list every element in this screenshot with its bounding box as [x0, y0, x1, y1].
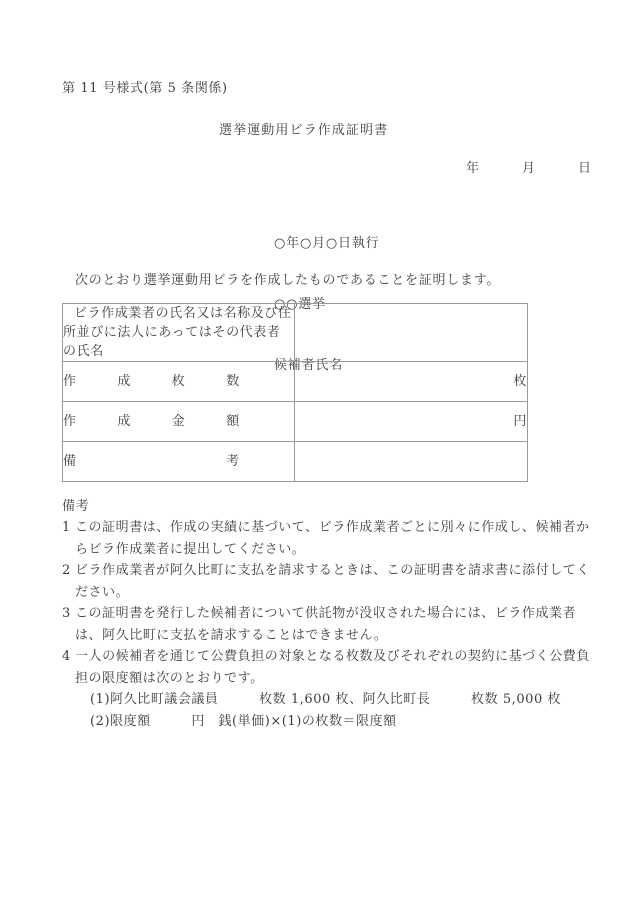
note-text: この証明書を発行した候補者について供託物が没収された場合には、ビラ作成業者は、阿久比町に支払を請求することはできません。	[75, 606, 577, 643]
table-cell-amount-value[interactable]: 円	[295, 402, 528, 442]
notes-heading: 備考	[62, 499, 90, 514]
certificate-table	[62, 303, 528, 482]
election-name: ○○選挙	[274, 297, 326, 312]
table-row	[63, 402, 528, 442]
table-row	[63, 362, 528, 402]
note-sub-item-2: (2)限度額 円 銭(単価)×(1)の枚数＝限度額	[90, 713, 397, 729]
page-title: 選挙運動用ビラ作成証明書	[219, 123, 389, 138]
note-number: 2	[62, 563, 71, 578]
table-cell-quantity-value[interactable]: 枚	[295, 362, 528, 402]
note-number: 4	[62, 649, 71, 664]
table-cell-producer-name-value[interactable]	[295, 304, 528, 362]
table-row	[63, 304, 528, 362]
table-cell-producer-name-label: ビラ作成業者の氏名又は名称及び住所並びに法人にあってはその代表者の氏名	[63, 304, 295, 362]
note-number: 3	[62, 606, 71, 621]
note-item	[62, 560, 602, 603]
candidate-name: 候補者氏名	[274, 358, 344, 373]
note-sub-item-1: (1)阿久比町議会議員 枚数 1,600 枚、阿久比町長 枚数 5,000 枚	[90, 692, 562, 707]
form-number: 第 11 号様式(第 5 条関係)	[62, 81, 228, 96]
note-item	[62, 517, 602, 560]
note-text: この証明書は、作成の実績に基づいて、ビラ作成業者ごとに別々に作成し、候補者からビラ作成業者に提出してください。	[75, 520, 590, 557]
notes-section	[62, 496, 602, 732]
note-item	[62, 603, 602, 646]
table-cell-remarks-label: 備 考	[63, 442, 295, 482]
note-number: 1	[62, 520, 71, 535]
table-cell-remarks-value[interactable]	[295, 442, 528, 482]
note-item	[62, 646, 602, 689]
note-text: ビラ作成業者が阿久比町に支払を請求するときは、この証明書を請求書に添付してください。	[75, 563, 590, 600]
table-cell-quantity-label: 作 成 枚 数	[63, 362, 295, 402]
election-execution-date: ○年○月○日執行	[274, 236, 380, 251]
note-text: 一人の候補者を通じて公費負担の対象となる枚数及びそれぞれの契約に基づく公費負担の限度額は次のとおりです。	[75, 649, 590, 686]
certification-statement: 次のとおり選挙運動用ビラを作成したものであることを証明します。	[75, 273, 501, 288]
table-cell-amount-label: 作 成 金 額	[63, 402, 295, 442]
table-row	[63, 442, 528, 482]
date-line: 年 月 日	[466, 161, 593, 176]
